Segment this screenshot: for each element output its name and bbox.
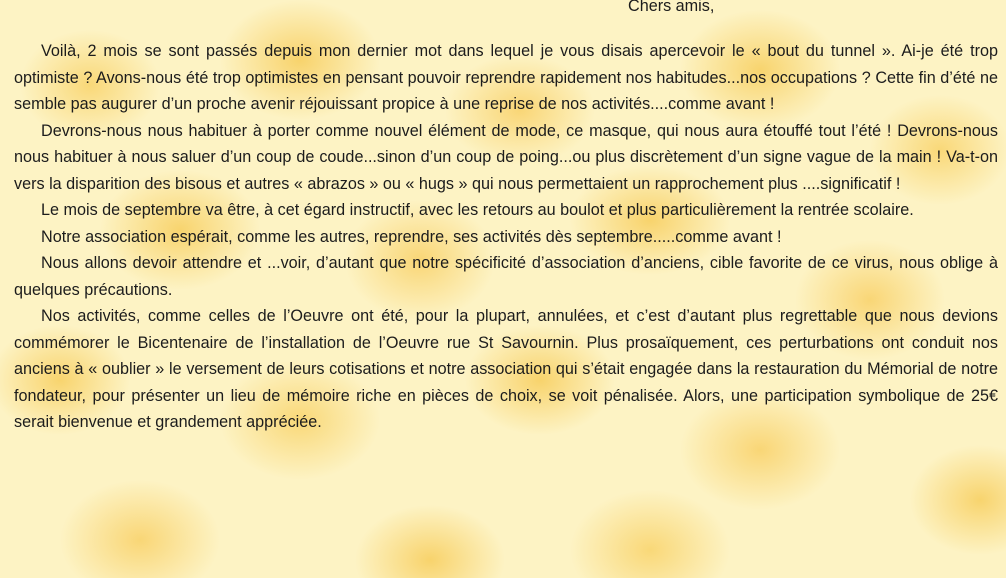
letter-body bbox=[14, 38, 998, 436]
paragraph-september: Le mois de septembre va être, à cet égard instructif, avec les retours au boulot et plus particulièrement la rentrée scolaire. bbox=[41, 201, 914, 219]
paragraph-precautions: Nous allons devoir attendre et ...voir, d’autant que notre spécificité d’association d’anciens, cible favorite de ce virus, nous oblige à quelques précautions. bbox=[14, 254, 998, 299]
paragraph-activities-cancelled: Nos activités, comme celles de l’Oeuvre ont été, pour la plupart, annulées, et c’est d’autant plus regrettable que nous devions commémorer le Bicentenaire de l’installation de l’Oeuvre rue St Savournin. Plus prosaïquement, ces perturbations ont conduit nos anciens à « oublier » le versement de leurs cotisations et notre association qui s’était engagée dans la restauration du Mémorial de notre fondateur, pour présenter un lieu de mémoire riche en pièces de choix, se voit pénalisée. Alors, une participation symbolique de 25€ serait bienvenue et grandement appréciée. bbox=[14, 307, 998, 431]
paragraph-association-hopes: Notre association espérait, comme les autres, reprendre, ses activités dès septembre.....comme avant ! bbox=[41, 227, 782, 246]
letter-salutation: Chers amis, bbox=[628, 0, 715, 15]
paragraph-masks: Devrons-nous nous habituer à porter comme nouvel élément de mode, ce masque, qui nous aura étouffé tout l’été ! Devrons-nous nous habituer à nous saluer d’un coup de coude...sinon d’un coup de poing...ou plus discrètement d’un signe vague de la main ! Va-t-on vers la disparition des bisous et autres « abrazos » ou « hugs » qui nous permettaient un rapprochement plus ....significatif ! bbox=[14, 121, 998, 193]
paragraph-intro: Voilà, 2 mois se sont passés depuis mon dernier mot dans lequel je vous disais apercevoir le « bout du tunnel ». Ai-je été trop optimiste ? Avons-nous été trop optimistes en pensant pouvoir reprendre rapidement nos habitudes...nos occupations ? Cette fin d’été ne semble pas augurer d’un proche avenir réjouissant propice à une reprise de nos activités....comme avant ! bbox=[14, 42, 998, 113]
